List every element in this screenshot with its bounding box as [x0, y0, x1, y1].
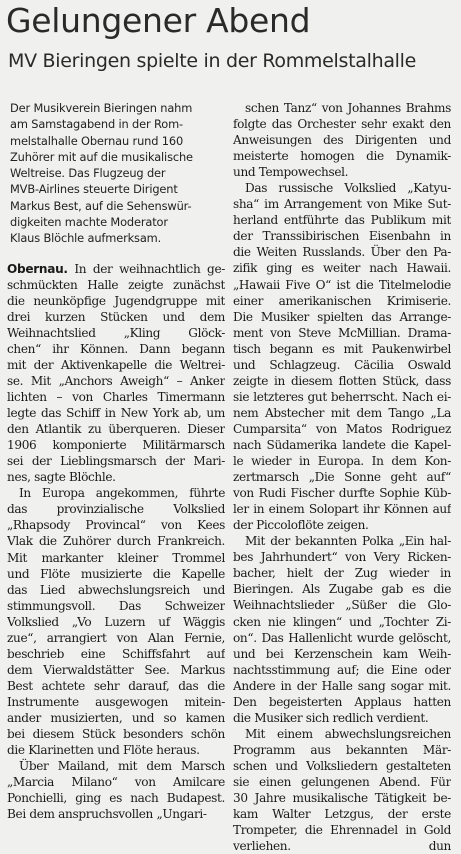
- text-line: nach Südamerika landete die Kapel-: [233, 437, 451, 452]
- right-body: [233, 100, 451, 854]
- text-line: nachtsstimmung auf; die Eine oder: [233, 662, 451, 677]
- text-line: zeigte in diesem flotten Stück, dass: [233, 373, 451, 388]
- text-line: Instrumente ausgewogen mitein-: [7, 694, 225, 709]
- paragraph: [233, 100, 451, 180]
- paragraph: [233, 726, 451, 854]
- text-line: die Musiker sich redlich verdient.: [233, 710, 429, 725]
- text-line: nes, sagte Blöchle.: [7, 470, 116, 485]
- text-line: nem Abstecher mit dem Tango „La: [233, 405, 451, 420]
- paragraph: [233, 180, 451, 533]
- text-line: „Marcia Milano“ von Amilcare: [7, 775, 225, 790]
- text-line: Die Musiker spielten das Arrange-: [233, 309, 451, 324]
- text-line: tisch begann es mit Paukenwirbel: [233, 341, 451, 356]
- text-line: [7, 261, 225, 277]
- text-line: „Rhapsody Provincal“ von Kees: [7, 518, 225, 533]
- text-line: cken nie klingen“ und „Tochter Zi-: [233, 614, 451, 629]
- text-line: Volkslied „Vo Luzern uf Wäggis: [7, 614, 225, 629]
- text-line: sie letzteres gut beherrscht. Nach ei-: [233, 389, 451, 404]
- intro-line: digkeiten machte Moderator: [10, 215, 168, 230]
- text-line: Mit markanter kleiner Trommel: [7, 550, 225, 565]
- intro-line: am Samstagabend in der Rom-: [10, 117, 183, 132]
- intro-line: Klaus Blöchle aufmerksam.: [10, 231, 162, 246]
- text-line: 1906 komponierte Militärmarsch: [7, 438, 225, 453]
- text-line: Bei dem anspruchsvollen „Ungari-: [7, 807, 207, 822]
- text-line: se. Mit „Anchors Aweigh“ – Anker: [7, 374, 225, 388]
- paragraph: [233, 533, 451, 726]
- text-line: „Hawaii Five O“ ist die Titelmelodie: [233, 277, 451, 292]
- text-line: Cumparsita“ von Matos Rodriguez: [233, 421, 451, 436]
- text-line: und Tempowechsel.: [233, 165, 349, 180]
- intro-line: melstalhalle Obernau rund 160: [10, 133, 184, 148]
- text-line: zertmarsch „Die Sonne geht auf“: [233, 470, 451, 485]
- text-line: beschrieb eine Schiffsfahrt auf: [7, 646, 225, 661]
- text-line: le wieder in Europa. In dem Kon-: [233, 454, 451, 469]
- text-line: das Lied abwechslungsreich und: [7, 582, 225, 597]
- text-line: legte das Schiff in New York ab, um: [7, 406, 225, 421]
- text-line: herland entführte das Publikum mit: [233, 213, 451, 228]
- subheadline: MV Bieringen spielte in der Rommelstalhalle: [8, 50, 417, 72]
- text-line: Über Mailand, mit dem Marsch: [19, 759, 225, 774]
- text-line: on“. Das Hallenlicht wurde gelöscht,: [233, 630, 451, 645]
- text-line-rest: In der weihnachtlich ge-: [67, 261, 225, 276]
- text-line: In Europa angekommen, führte: [19, 486, 225, 501]
- intro-paragraph: [7, 100, 225, 247]
- text-line: Bieringen. Als Zugabe gab es die: [233, 582, 451, 597]
- text-line: bacher, hielt der Zug wieder in: [233, 566, 451, 581]
- text-line: bei diesem Stück besonders schön: [7, 727, 225, 742]
- text-line: Den begeisterten Applaus hatten: [233, 694, 451, 709]
- text-line: drei kurzen Stücken und dem: [7, 309, 225, 324]
- paragraph: [7, 261, 225, 486]
- paragraph: [7, 485, 225, 758]
- intro-line: Markus Best, auf die Sehenswür-: [10, 198, 192, 213]
- text-line: ander musizierten, und so kamen: [7, 710, 225, 725]
- headline: Gelungener Abend: [6, 1, 311, 40]
- text-line: schmückten Halle zeigte zunächst: [7, 277, 225, 292]
- text-line: Das russische Volkslied „Katyu-: [245, 181, 451, 196]
- text-line: die Weiten Russlands. Über den Pa-: [233, 245, 451, 260]
- text-line: die neunköpfige Jugendgruppe mit: [7, 293, 225, 308]
- text-line: Mit einem abwechslungsreichen: [245, 726, 451, 741]
- text-line: Weihnachtslieder „Süßer die Glo-: [233, 598, 451, 613]
- author-initials: dun: [428, 839, 451, 854]
- text-line: Best achtete sehr darauf, das die: [7, 678, 225, 693]
- text-line: und Flöte musizierte die Kapelle: [7, 566, 225, 581]
- text-line: sie einen gelungenen Abend. Für: [233, 774, 451, 789]
- text-line: den Atlantik zu überqueren. Dieser: [7, 422, 225, 437]
- intro-line: Der Musikverein Bieringen nahm: [10, 101, 193, 115]
- text-line: sha“ im Arrangement von Mike Sut-: [233, 197, 451, 212]
- text-line: stimmungsvoll. Das Schweizer: [7, 598, 225, 613]
- text-line: Vlak die Zuhörer durch Frankreich.: [7, 534, 225, 549]
- text-line: Mit der bekannten Polka „Ein hal-: [245, 534, 451, 549]
- text-line: ler in einem Solopart ihr Können auf: [233, 502, 451, 517]
- text-line: und Schlagzeug. Cäcilia Oswald: [233, 357, 451, 372]
- text-line: sei der Lieblingsmarsch der Mari-: [7, 454, 225, 469]
- text-line: mit der Aktivenkapelle die Weltrei-: [7, 357, 225, 372]
- text-line: der Transsibirischen Eisenbahn in: [233, 229, 451, 244]
- left-column: [7, 100, 225, 822]
- text-line: lichten – von Charles Timermann: [7, 390, 225, 405]
- text-line: ment von Steve McMillian. Drama-: [233, 325, 451, 340]
- text-line: Weihnachtslied „Kling Glöck-: [7, 325, 225, 340]
- text-line: verliehen. dun: [233, 839, 451, 854]
- text-line: bes Jahrhundert“ von Very Ricken-: [233, 550, 451, 565]
- text-line: chen“ ihr Können. Dann begann: [7, 341, 225, 356]
- text-line: Andere in der Halle sang sogar mit.: [233, 678, 451, 693]
- text-line: die Klarinetten und Flöte heraus.: [7, 743, 200, 758]
- text-line: Trompeter, die Ehrennadel in Gold: [233, 823, 451, 838]
- paragraph: [7, 758, 225, 822]
- text-line: Anweisungen des Dirigenten und: [233, 133, 451, 148]
- text-line: zifik ging es weiter nach Hawaii.: [233, 261, 451, 276]
- text-line: kam Walter Letzgus, der erste: [233, 807, 451, 822]
- text-line: Programm aus bekannten Mär-: [233, 742, 451, 757]
- intro-line: Weltreise. Das Flugzeug der: [10, 166, 166, 181]
- text-line: folgte das Orchester sehr exakt den: [233, 117, 451, 132]
- text-line: der Piccoloflöte zeigen.: [233, 518, 369, 533]
- text-line: und bei Kerzenschein kam Weih-: [233, 646, 451, 661]
- intro-line: Zuhörer mit auf die musikalische: [10, 149, 193, 164]
- text-line: zue“, arrangiert von Alan Fernie,: [7, 630, 225, 645]
- text-line: von Rudi Fischer durfte Sophie Küb-: [233, 486, 451, 501]
- text-line: meisterte homogen die Dynamik-: [233, 149, 451, 164]
- intro-line: MVB-Airlines steuerte Dirigent: [10, 182, 178, 197]
- text-line: schen und Volksliedern gestalteten: [233, 758, 451, 773]
- text-line: schen Tanz“ von Johannes Brahms: [245, 101, 451, 115]
- text-line: 30 Jahre musikalische Tätigkeit be-: [233, 791, 451, 806]
- text-line: dem Vierwaldstätter See. Markus: [7, 662, 225, 677]
- text-line: das provinzialische Volkslied: [7, 502, 225, 517]
- dateline: Obernau.: [7, 261, 68, 276]
- text-line: einer amerikanischen Krimiserie.: [233, 293, 451, 308]
- left-body: [7, 261, 225, 823]
- text-line: Ponchielli, ging es nach Budapest.: [7, 791, 225, 806]
- right-column: [233, 100, 451, 854]
